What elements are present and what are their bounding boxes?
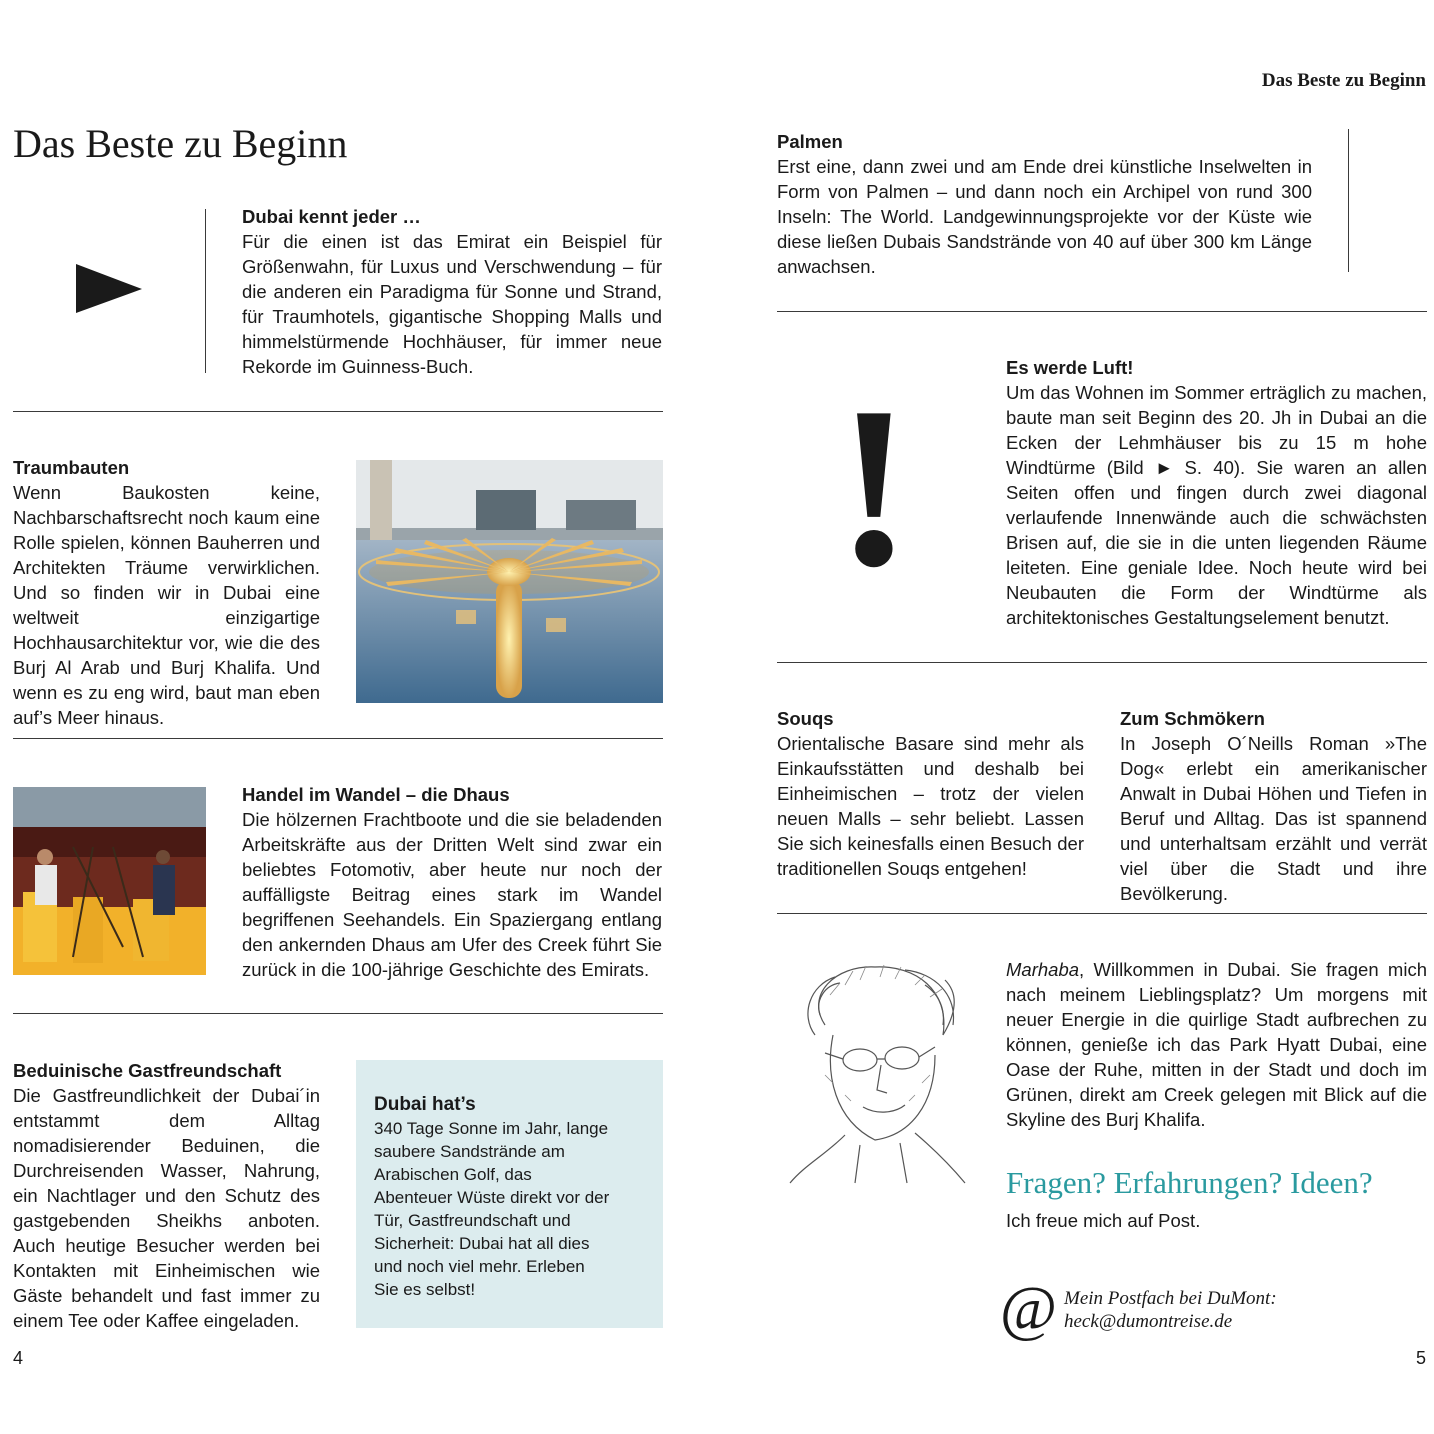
info-box-content [374,1092,614,1301]
section-traumbauten [13,455,320,730]
at-sign-icon: @ [1000,1275,1058,1343]
section-zum-schmoekern [1120,706,1427,906]
page-title: Das Beste zu Beginn [13,121,348,166]
greeting-text: , Willkommen in Dubai. Sie fragen mich nach meinem Lieblingsplatz? Um morgens mit neuer Energie in die quirlige Stadt aufbrechen zu können, genieße ich das Park Hyatt Dubai, eine Oase der Ruhe, mitten in der Stadt und doch im Grünen, direkt am Creek gelegen mit Blick auf die Skyline des Burj Khalifa. [1006,959,1427,1130]
divider [777,311,1427,312]
section-text: Erst eine, dann zwei und am Ende drei künstliche Inselwelten in Form von Palmen – und dann noch ein Archipel von rund 300 Inseln: The World. Landgewinnungsprojekte vor der Küste wie diese ließen Dubais Sandstrände von 40 auf über 300 km Länge anwachsen. [777,156,1312,277]
greeting-word: Marhaba [1006,959,1080,980]
section-es-werde-luft [1006,355,1427,630]
section-text: Orientalische Basare sind mehr als Einkaufsstätten und deshalb bei Einheimischen – trotz der vielen neuen Malls – sehr beliebt. Lassen Sie sich keinesfalls einen Besuch der traditionellen Souqs entgehen! [777,733,1084,879]
section-text: Die Gastfreundlichkeit der Dubai´in entstammt dem Alltag nomadisierender Beduinen, die Durchreisenden Wasser, Nahrung, ein Nachtlager und den Schutz des gastgebenden Sheikhs anboten. Auch heutige Besucher werden bei Kontakten mit Einheimischen wie Gäste behandelt und fast immer zu einem Tee oder Kaffee eingeladen. [13,1085,320,1331]
mailbox-email-link[interactable]: heck@dumontreise.de [1064,1311,1233,1332]
section-text: Für die einen ist das Emirat ein Beispiel für Größenwahn, für Luxus und Verschwendung – für die anderen ein Paradigma für Sonne und Strand, für Traumhotels, gigantische Shopping Malls und himmelstürmende Hochhäuser, für immer neue Rekorde im Guinness-Buch. [242,231,662,377]
section-dubai-kennt-jeder [242,204,662,379]
divider [13,738,663,739]
section-text: In Joseph O´Neills Roman »The Dog« erlebt ein amerikanischer Anwalt in Dubai Höhen und Tiefen in Beruf und Alltag. Das ist spannend und unterhaltsam erzählt und verrät viel über die Stadt und ihre Bevölkerung. [1120,733,1427,904]
cta-text: Ich freue mich auf Post. [1006,1210,1201,1231]
author-greeting [1006,957,1427,1132]
section-text: Um das Wohnen im Sommer erträglich zu machen, baute man seit Beginn des 20. Jh in Dubai an die Ecken der Lehmhäuser bis zu 15 m hohe Windtürme (Bild ► S. 40). Sie waren an allen Seiten offen und fingen durch zwei diagonal verlaufende Innenwände auch die schwächsten Brisen auf, die sie in die unten liegenden Räume leiteten. Eine geniale Idee. Noch heute wird bei Neubauten die Form der Windtürme als architektonisches Gestaltungselement benutzt. [1006,382,1427,628]
info-box-dubai-hats [356,1060,663,1328]
divider [13,411,663,412]
palm-island-model-photo [356,460,663,703]
section-title: Palmen [777,131,843,152]
info-box-title: Dubai hat’s [374,1094,476,1115]
divider [13,1013,663,1014]
section-palmen [777,129,1312,279]
section-title: Handel im Wandel – die Dhaus [242,784,510,805]
section-title: Zum Schmökern [1120,708,1265,729]
divider-vertical [1348,129,1349,272]
running-header: Das Beste zu Beginn [1261,70,1426,91]
exclamation-icon: ! [835,359,913,614]
divider-vertical [205,209,206,373]
section-text: Die hölzernen Frachtboote und die sie beladenden Arbeitskräfte aus der Dritten Welt sind zwar ein beliebtes Fotomotiv, aber heute nur noch der auffälligste Beitrag eines stark im Wandel begriffenen Seehandels. Ein Spaziergang entlang den ankernden Dhaus am Ufer des Creek führt Sie zurück in die 100-jährige Geschichte des Emirats. [242,809,662,980]
divider [777,913,1427,914]
dhau-workers-photo [13,787,206,975]
info-box-text: 340 Tage Sonne im Jahr, lange saubere Sandstrände am Arabischen Golf, das Abenteuer Wüste direkt vor der Tür, Gastfreundschaft und Sicherheit: Dubai hat all dies und noch viel mehr. Erleben Sie es selbst! [374,1119,610,1299]
section-handel-im-wandel [242,782,662,982]
page-number-right: 5 [1415,1348,1426,1368]
cta-heading: Fragen? Erfahrungen? Ideen? [1006,1165,1373,1200]
section-text: Wenn Baukosten keine, Nachbarschaftsrecht noch kaum eine Rolle spielen, können Bauherren und Architekten Träume verwirklichen. Und so finden wir in Dubai eine weltweit einzigartige Hochhausarchitektur vor, wie die des Burj Al Arab und Burj Khalifa. Und wenn es zu eng wird, baut man eben auf’s Meer hinaus. [13,482,320,728]
section-title: Es werde Luft! [1006,357,1134,378]
section-souqs [777,706,1084,881]
author-portrait-sketch [785,955,970,1185]
section-beduinische-gastfreundschaft [13,1058,320,1333]
section-title: Dubai kennt jeder … [242,206,421,227]
section-title: Beduinische Gastfreundschaft [13,1060,282,1081]
page-number-left: 4 [13,1348,24,1368]
mailbox-label: Mein Postfach bei DuMont: [1064,1288,1277,1309]
section-title: Traumbauten [13,457,130,478]
divider [777,662,1427,663]
section-title: Souqs [777,708,834,729]
triangle-marker-icon [76,264,144,314]
